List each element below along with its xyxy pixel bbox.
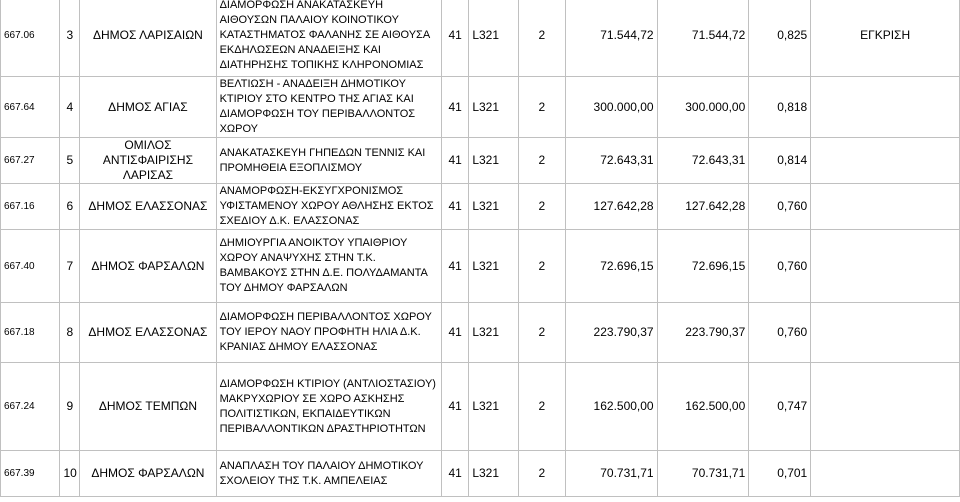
eligible-budget-cell: 300.000,00 [657,77,749,138]
category-cell: 2 [518,303,565,363]
beneficiary-cell: ΔΗΜΟΣ ΦΑΡΣΑΛΩΝ [80,451,216,497]
code-cell: L321 [469,77,519,138]
score-cell: 667.39 [1,451,60,497]
budget-cell: 71.544,72 [565,0,657,77]
table-row [1,451,960,497]
budget-cell: 72.643,31 [565,138,657,184]
eligible-budget-cell: 71.544,72 [657,0,749,77]
beneficiary-cell: ΔΗΜΟΣ ΦΑΡΣΑΛΩΝ [80,230,216,303]
budget-cell: 300.000,00 [565,77,657,138]
eligible-budget-cell: 127.642,28 [657,184,749,230]
beneficiary-cell: ΔΗΜΟΣ ΤΕΜΠΩΝ [80,363,216,451]
rank-cell: 3 [60,0,80,77]
code-cell: L321 [469,303,519,363]
eligible-budget-cell: 72.696,15 [657,230,749,303]
code-cell: L321 [469,230,519,303]
measure-cell: 41 [442,451,469,497]
code-cell: L321 [469,363,519,451]
score-cell: 667.06 [1,0,60,77]
status-cell: ΕΓΚΡΙΣΗ [811,0,960,77]
project-description-cell: ΒΕΛΤΙΩΣΗ - ΑΝΑΔΕΙΞΗ ΔΗΜΟΤΙΚΟΥ ΚΤΙΡΙΟΥ ΣΤΟ ΚΕΝΤΡΟ ΤΗΣ ΑΓΙΑΣ ΚΑΙ ΔΙΑΜΟΡΦΩΣΗ ΤΟΥ ΠΕΡΙΒΑΛΛΟΝΤΟΣ ΧΩΡΟΥ [216,77,442,138]
status-cell [811,303,960,363]
measure-cell: 41 [442,230,469,303]
rank-cell: 8 [60,303,80,363]
measure-cell: 41 [442,0,469,77]
rank-cell: 9 [60,363,80,451]
score-ratio-cell: 0,747 [749,363,811,451]
score-ratio-cell: 0,760 [749,303,811,363]
rank-cell: 7 [60,230,80,303]
table-row [1,363,960,451]
category-cell: 2 [518,451,565,497]
project-description-cell: ΔΙΑΜΟΡΦΩΣΗ ΑΝΑΚΑΤΑΣΚΕΥΗ ΑΙΘΟΥΣΩΝ ΠΑΛΑΙΟΥ ΚΟΙΝΟΤΙΚΟΥ ΚΑΤΑΣΤΗΜΑΤΟΣ ΦΑΛΑΝΗΣ ΣΕ ΑΙΘΟΥΣΑ ΕΚΔΗΛΩΣΕΩΝ ΑΝΑΔΕΙΞΗΣ ΚΑΙ ΔΙΑΤΗΡΗΣΗΣ ΤΟΠΙΚΗΣ ΚΛΗΡΟΝΟΜΙΑΣ [216,0,442,77]
code-cell: L321 [469,0,519,77]
status-cell [811,138,960,184]
project-description-cell: ΑΝΑΠΛΑΣΗ ΤΟΥ ΠΑΛΑΙΟΥ ΔΗΜΟΤΙΚΟΥ ΣΧΟΛΕΙΟΥ ΤΗΣ Τ.Κ. ΑΜΠΕΛΕΙΑΣ [216,451,442,497]
status-cell [811,363,960,451]
code-cell: L321 [469,138,519,184]
score-cell: 667.40 [1,230,60,303]
table-row [1,138,960,184]
score-cell: 667.27 [1,138,60,184]
project-description-cell: ΔΙΑΜΟΡΦΩΣΗ ΠΕΡΙΒΑΛΛΟΝΤΟΣ ΧΩΡΟΥ ΤΟΥ ΙΕΡΟΥ ΝΑΟΥ ΠΡΟΦΗΤΗ ΗΛΙΑ Δ.Κ. ΚΡΑΝΙΑΣ ΔΗΜΟΥ ΕΛΑΣΣΟΝΑΣ [216,303,442,363]
score-cell: 667.16 [1,184,60,230]
measure-cell: 41 [442,77,469,138]
beneficiary-cell: ΔΗΜΟΣ ΑΓΙΑΣ [80,77,216,138]
eligible-budget-cell: 70.731,71 [657,451,749,497]
project-description-cell: ΑΝΑΚΑΤΑΣΚΕΥΗ ΓΗΠΕΔΩΝ ΤΕΝΝΙΣ ΚΑΙ ΠΡΟΜΗΘΕΙΑ ΕΞΟΠΛΙΣΜΟΥ [216,138,442,184]
score-ratio-cell: 0,825 [749,0,811,77]
measure-cell: 41 [442,303,469,363]
score-ratio-cell: 0,818 [749,77,811,138]
score-cell: 667.64 [1,77,60,138]
beneficiary-cell: ΔΗΜΟΣ ΕΛΑΣΣΟΝΑΣ [80,184,216,230]
table-row [1,303,960,363]
measure-cell: 41 [442,138,469,184]
table-row [1,77,960,138]
category-cell: 2 [518,0,565,77]
rank-cell: 5 [60,138,80,184]
beneficiary-cell: ΟΜΙΛΟΣ ΑΝΤΙΣΦΑΙΡΙΣΗΣ ΛΑΡΙΣΑΣ [80,138,216,184]
budget-cell: 162.500,00 [565,363,657,451]
table-row [1,184,960,230]
status-cell [811,184,960,230]
status-cell [811,77,960,138]
category-cell: 2 [518,363,565,451]
budget-cell: 223.790,37 [565,303,657,363]
category-cell: 2 [518,184,565,230]
beneficiary-cell: ΔΗΜΟΣ ΛΑΡΙΣΑΙΩΝ [80,0,216,77]
status-cell [811,230,960,303]
eligible-budget-cell: 72.643,31 [657,138,749,184]
score-ratio-cell: 0,760 [749,184,811,230]
project-description-cell: ΑΝΑΜΟΡΦΩΣΗ-ΕΚΣΥΓΧΡΟΝΙΣΜΟΣ ΥΦΙΣΤΑΜΕΝΟΥ ΧΩΡΟΥ ΑΘΛΗΣΗΣ ΕΚΤΟΣ ΣΧΕΔΙΟΥ Δ.Κ. ΕΛΑΣΣΟΝΑΣ [216,184,442,230]
score-ratio-cell: 0,701 [749,451,811,497]
score-cell: 667.24 [1,363,60,451]
table-row [1,0,960,77]
category-cell: 2 [518,138,565,184]
project-description-cell: ΔΙΑΜΟΡΦΩΣΗ ΚΤΙΡΙΟΥ (ΑΝΤΛΙΟΣΤΑΣΙΟΥ) ΜΑΚΡΥΧΩΡΙΟΥ ΣΕ ΧΩΡΟ ΑΣΚΗΣΗΣ ΠΟΛΙΤΙΣΤΙΚΩΝ, ΕΚΠΑΙΔΕΥΤΙΚΩΝ ΠΕΡΙΒΑΛΛΟΝΤΙΚΩΝ ΔΡΑΣΤΗΡΙΟΤΗΤΩΝ [216,363,442,451]
score-cell: 667.18 [1,303,60,363]
eligible-budget-cell: 223.790,37 [657,303,749,363]
measure-cell: 41 [442,363,469,451]
beneficiary-cell: ΔΗΜΟΣ ΕΛΑΣΣΟΝΑΣ [80,303,216,363]
rank-cell: 10 [60,451,80,497]
code-cell: L321 [469,184,519,230]
score-ratio-cell: 0,760 [749,230,811,303]
code-cell: L321 [469,451,519,497]
score-ratio-cell: 0,814 [749,138,811,184]
rank-cell: 6 [60,184,80,230]
eligible-budget-cell: 162.500,00 [657,363,749,451]
table-row [1,230,960,303]
status-cell [811,451,960,497]
budget-cell: 70.731,71 [565,451,657,497]
category-cell: 2 [518,77,565,138]
budget-cell: 72.696,15 [565,230,657,303]
rank-cell: 4 [60,77,80,138]
category-cell: 2 [518,230,565,303]
project-description-cell: ΔΗΜΙΟΥΡΓΙΑ ΑΝΟΙΚΤΟΥ ΥΠΑΙΘΡΙΟΥ ΧΩΡΟΥ ΑΝΑΨΥΧΗΣ ΣΤΗΝ Τ.Κ. ΒΑΜΒΑΚΟΥΣ ΣΤΗΝ Δ.Ε. ΠΟΛΥΔΑΜΑΝΤΑ ΤΟΥ ΔΗΜΟΥ ΦΑΡΣΑΛΩΝ [216,230,442,303]
table-body [1,0,960,497]
measure-cell: 41 [442,184,469,230]
budget-cell: 127.642,28 [565,184,657,230]
